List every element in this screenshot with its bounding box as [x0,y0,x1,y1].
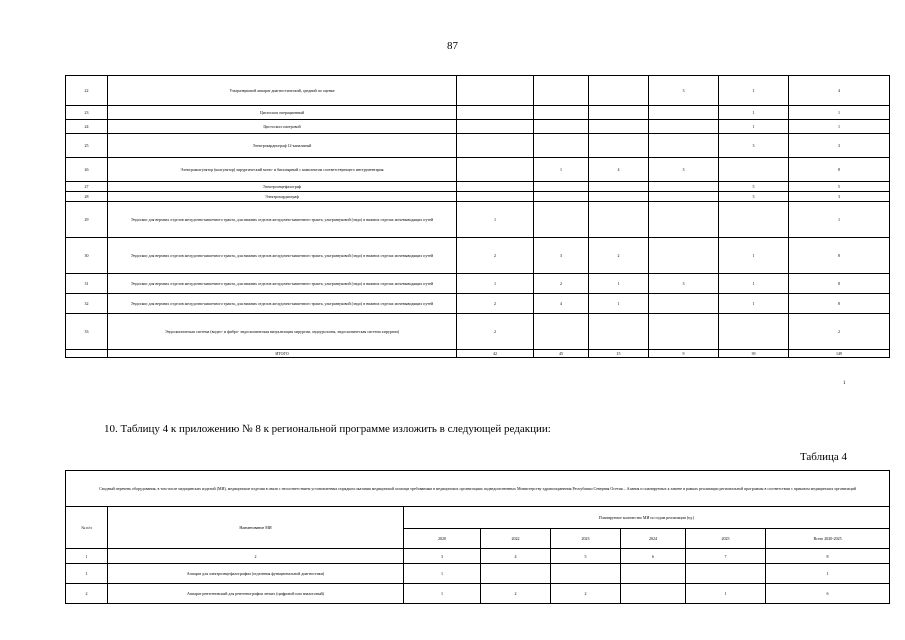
table-row [66,76,890,106]
row-value [534,192,589,202]
col-group-header: Планируемое количество МИ по годам реализации (ед.) [404,507,890,529]
row-value [649,106,719,120]
row-name: Электроэнцефалограф [108,182,457,192]
col-num-header: № п/п [66,507,108,549]
table-row [66,314,890,350]
table-row [66,182,890,192]
page-mark: 1 [843,381,846,386]
row-value [649,182,719,192]
row-number: 24 [66,120,108,134]
row-value: 1 [719,120,789,134]
row-name: Электрокардиограф 12-канальный [108,134,457,158]
table4-header-text: Сводный перечень оборудования, в том числе медицинских изделий (МИ), медицинские изделия в связи с несоответствием установленных порядком оказания медицинской помощи требованиям в медицинских организациях подведомственных Министерству здравоохранения Республики Северная Осетия – Алания и планируемых к замене в рамках реализации региональной программы в соответствии с приказом медицинских организаций [66,471,890,507]
row-value [457,106,534,120]
row-value [481,564,551,584]
row-value [457,76,534,106]
row-number: 31 [66,274,108,294]
row-number: 22 [66,76,108,106]
table-row [66,584,890,604]
year-header: 2024 [621,529,686,549]
row-value: 8 [789,274,890,294]
row-value: 1 [404,564,481,584]
row-name: Цистоскоп операционный [108,106,457,120]
row-value [589,202,649,238]
row-name: Цистоскоп смотровой [108,120,457,134]
equipment-table-continued [65,75,890,358]
row-value [649,192,719,202]
row-number: 23 [66,106,108,120]
row-value: 3 [789,134,890,158]
row-number: 26 [66,158,108,182]
row-value [457,182,534,192]
year-header: 2025 [686,529,766,549]
index-cell: 7 [686,549,766,564]
row-value [649,238,719,274]
row-value: 8 [789,158,890,182]
row-value [719,314,789,350]
total-value: 45 [534,350,589,358]
page-number: 87 [447,40,458,52]
row-name: Электрокоагулятор (коагулятор) хирургический моно- и биполярный с комплектом соответствующего инструментария [108,158,457,182]
row-value: 4 [789,76,890,106]
total-value: 15 [589,350,649,358]
row-value: 1 [766,564,890,584]
row-value: 2 [457,314,534,350]
row-name: Эндоскоп для верхних отделов желудочно-кишечного тракта, для нижних отделов желудочно-кишечного тракта, ультразвуковой (эндо) в нижних отделах мочевыводящих путей [108,274,457,294]
row-number: 1 [66,564,108,584]
row-name: Эндоскоп для верхних отделов желудочно-кишечного тракта, для нижних отделов желудочно-кишечного тракта, ультразвуковой (эндо) в нижних отделах мочевыводящих путей [108,202,457,238]
row-value: 6 [766,584,890,604]
row-value [589,106,649,120]
table-row [66,294,890,314]
row-value [589,76,649,106]
row-value [686,564,766,584]
row-value [649,294,719,314]
total-value: 42 [457,350,534,358]
row-number: 25 [66,134,108,158]
total-value: 39 [719,350,789,358]
table-label: Таблица 4 [799,451,847,463]
row-value [621,564,686,584]
table-row [66,134,890,158]
year-header: 2020 [404,529,481,549]
table-row [66,106,890,120]
row-value [719,202,789,238]
row-number: 28 [66,192,108,202]
row-value [589,182,649,192]
table-row [66,120,890,134]
row-value: 3 [719,134,789,158]
row-value [534,76,589,106]
table-row [66,238,890,274]
row-value [457,120,534,134]
row-value [589,192,649,202]
row-name: Ультразвуковой аппарат диагностический, средний по оценке [108,76,457,106]
total-label: ИТОГО [108,350,457,358]
row-value [589,120,649,134]
row-value [649,202,719,238]
row-value [551,564,621,584]
row-value: 1 [589,274,649,294]
row-value [649,134,719,158]
row-value: 2 [789,314,890,350]
year-header: Всего 2020-2025 [766,529,890,549]
row-value [621,584,686,604]
row-value [649,314,719,350]
row-value: 4 [589,158,649,182]
row-value: 2 [534,274,589,294]
row-name: Электрокардиограф [108,192,457,202]
row-name: Эндоскопическая система (видео- и фибро- эндоскопическая визуализация хирургии, эндоурология, эндоскопическая система хирургии) [108,314,457,350]
row-value: 4 [534,294,589,314]
total-blank [66,350,108,358]
row-value: 3 [534,238,589,274]
row-value: 3 [719,192,789,202]
col-name-header: Наименование МИ [108,507,404,549]
row-value: 5 [789,182,890,192]
row-number: 32 [66,294,108,314]
row-number: 29 [66,202,108,238]
row-value: 1 [589,294,649,314]
row-value: 1 [719,238,789,274]
table-row [66,274,890,294]
row-value: 1 [789,106,890,120]
row-name: Аппарат для электроэнцефалографии (отделения функциональной диагностики) [108,564,404,584]
index-cell: 8 [766,549,890,564]
row-value: 5 [719,182,789,192]
row-value [457,134,534,158]
equipment-table-4 [65,470,890,604]
row-value: 8 [789,238,890,274]
table-row [66,158,890,182]
row-value: 1 [457,274,534,294]
row-number: 2 [66,584,108,604]
row-value: 1 [789,202,890,238]
index-cell: 4 [481,549,551,564]
row-value: 2 [481,584,551,604]
row-value [534,106,589,120]
row-value: 1 [719,274,789,294]
row-value [457,158,534,182]
row-name: Аппарат рентгеновский для рентгенографии легких (цифровой или аналоговый) [108,584,404,604]
row-value: 1 [789,120,890,134]
year-header: 2023 [551,529,621,549]
total-value: 149 [789,350,890,358]
row-value: 1 [719,76,789,106]
table-row [66,564,890,584]
row-number: 33 [66,314,108,350]
row-value [534,134,589,158]
row-value: 3 [649,158,719,182]
table-row [66,202,890,238]
table-row [66,192,890,202]
row-value: 2 [551,584,621,604]
row-name: Эндоскоп для верхних отделов желудочно-кишечного тракта, для нижних отделов желудочно-кишечного тракта, ультразвуковой (эндо) в нижних отделах мочевыводящих путей [108,294,457,314]
row-value [534,202,589,238]
index-cell: 3 [404,549,481,564]
row-value: 1 [534,158,589,182]
row-value: 3 [649,274,719,294]
index-cell: 5 [551,549,621,564]
row-value [534,120,589,134]
row-value: 3 [649,76,719,106]
row-value [589,314,649,350]
index-cell: 1 [66,549,108,564]
row-value [534,314,589,350]
index-cell: 2 [108,549,404,564]
row-value: 1 [404,584,481,604]
row-name: Эндоскоп для верхних отделов желудочно-кишечного тракта, для нижних отделов желудочно-кишечного тракта, ультразвуковой (эндо) в нижних отделах мочевыводящих путей [108,238,457,274]
row-value [457,192,534,202]
row-value: 1 [457,202,534,238]
row-number: 30 [66,238,108,274]
row-value: 2 [457,294,534,314]
row-value: 1 [686,584,766,604]
row-value: 8 [789,294,890,314]
index-cell: 6 [621,549,686,564]
row-value: 1 [719,294,789,314]
total-value: 9 [649,350,719,358]
row-value: 2 [457,238,534,274]
row-value: 3 [789,192,890,202]
row-number: 27 [66,182,108,192]
total-row [66,350,890,358]
row-value [719,158,789,182]
row-value [649,120,719,134]
row-value: 2 [589,238,649,274]
row-value [589,134,649,158]
amendment-caption: 10. Таблицу 4 к приложению № 8 к региональной программе изложить в следующей редакции: [104,423,551,435]
year-header: 2022 [481,529,551,549]
row-value [534,182,589,192]
row-value: 1 [719,106,789,120]
